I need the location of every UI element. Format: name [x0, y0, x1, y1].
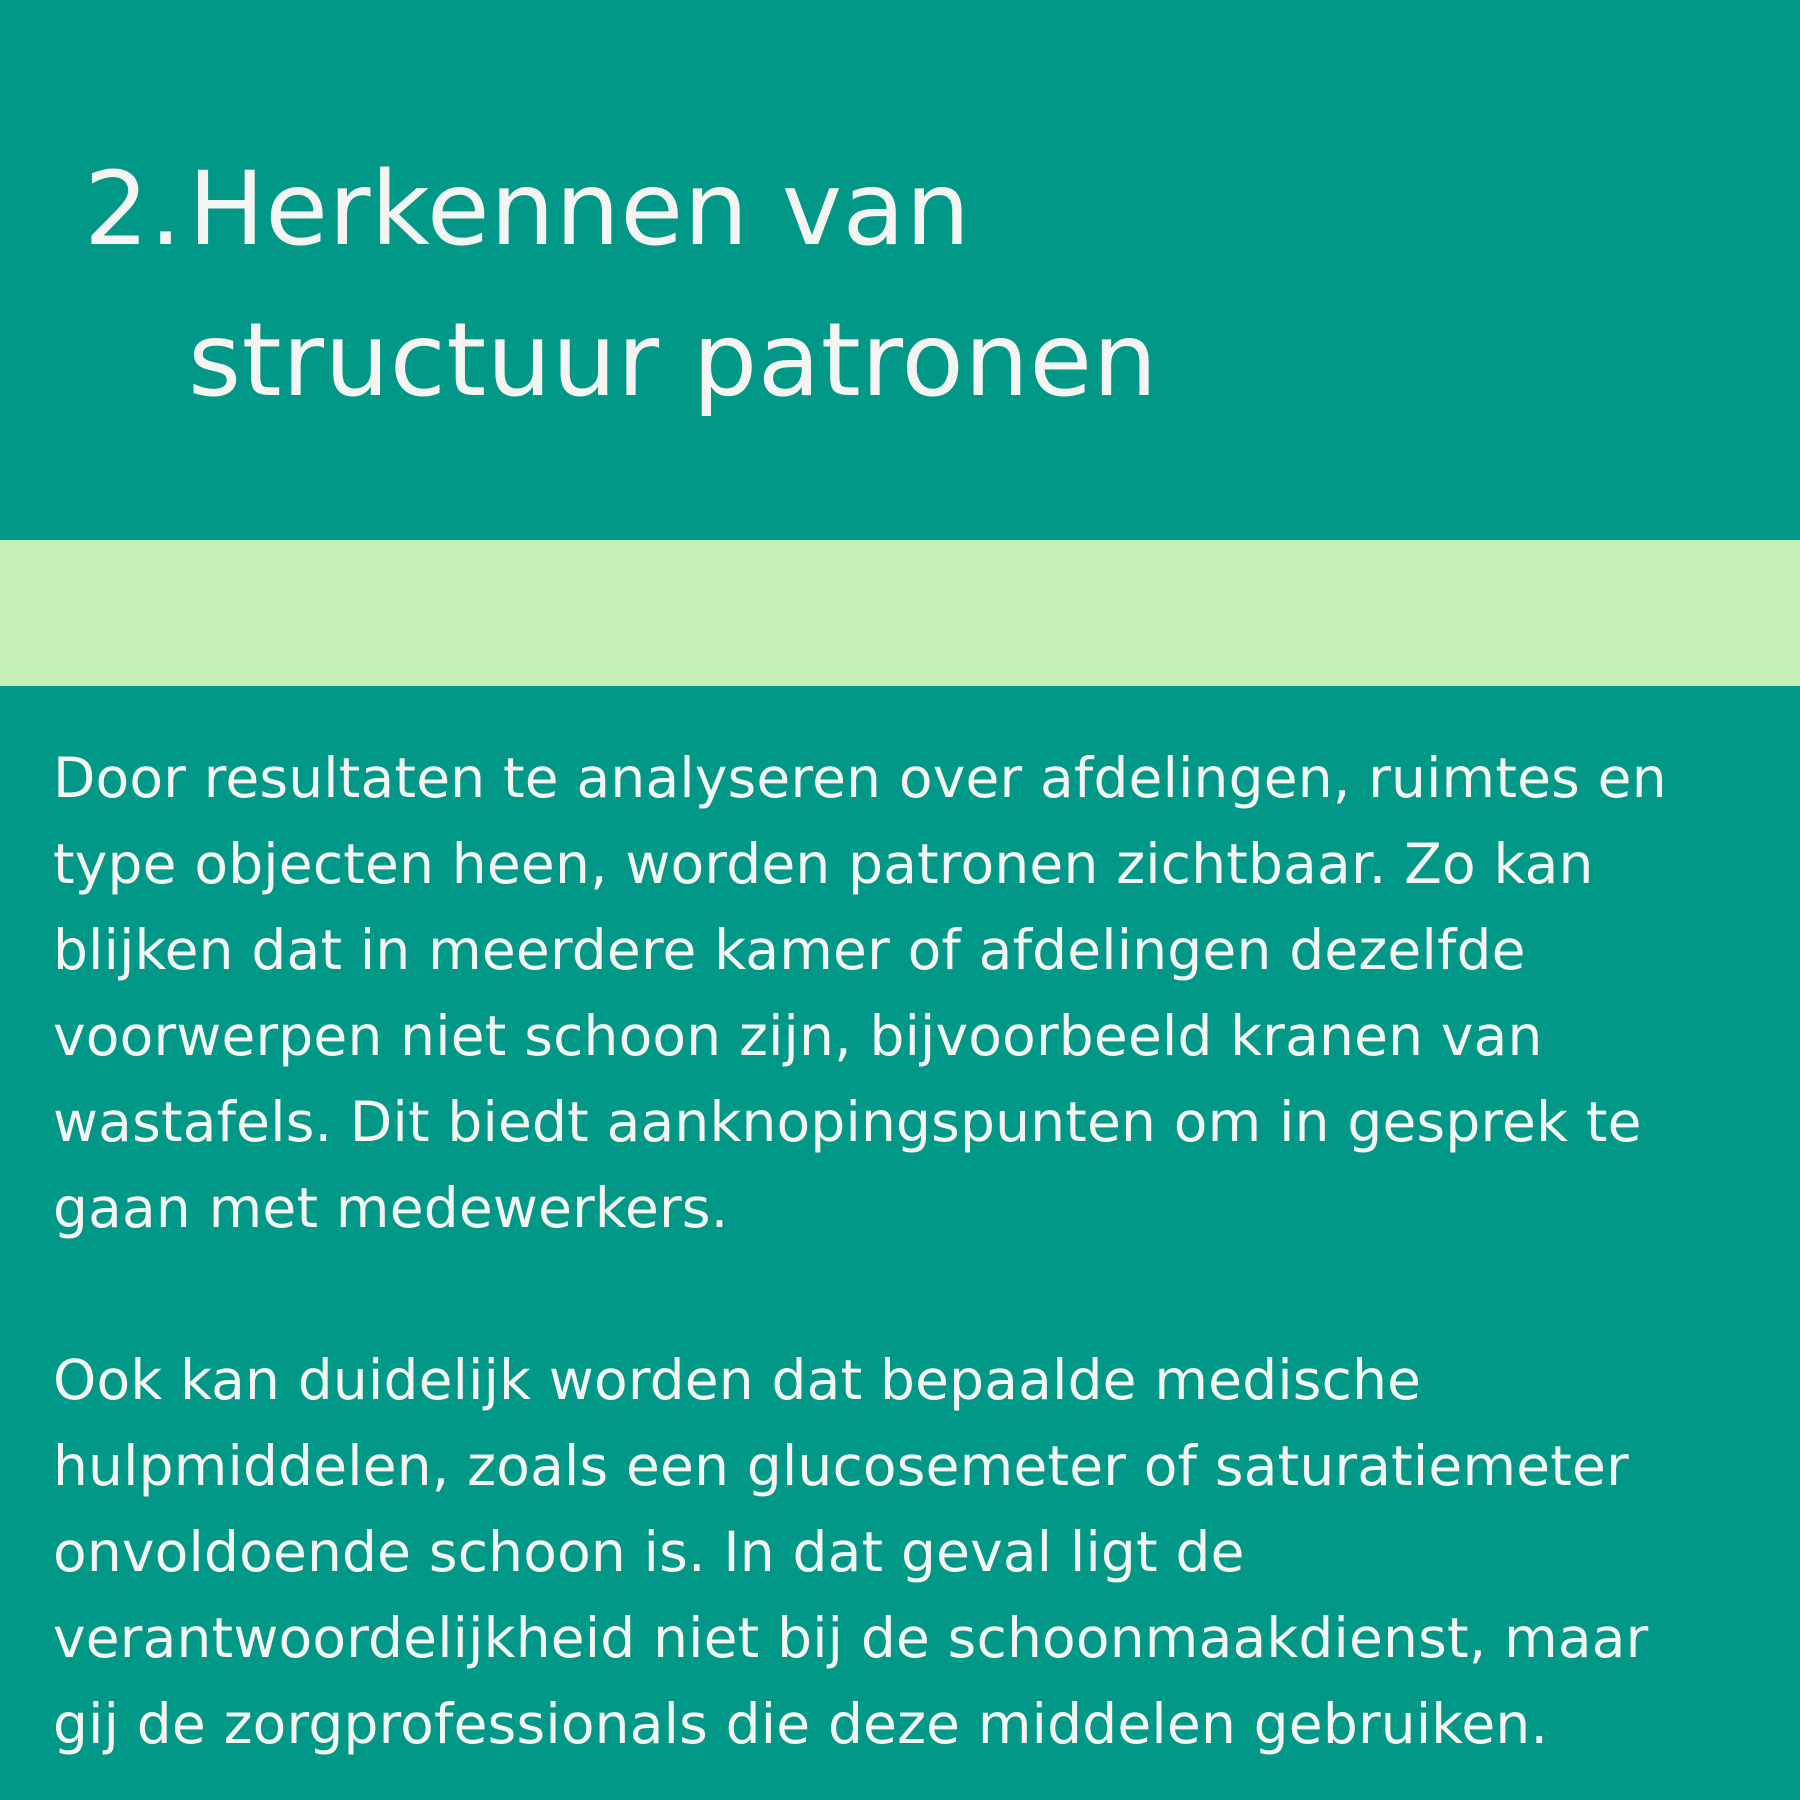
paragraph-medical-devices [53, 1337, 1773, 1767]
body-line: verantwoordelijkheid niet bij de schoonmaakdienst, maar [53, 1606, 1649, 1670]
body-text [53, 735, 1773, 1767]
body-line: hulpmiddelen, zoals een glucosemeter of saturatiemeter [53, 1434, 1629, 1498]
title-section [0, 0, 1800, 540]
body-line: onvoldoende schoon is. In dat geval ligt de [53, 1520, 1245, 1584]
body-line: Door resultaten te analyseren over afdelingen, ruimtes en [53, 746, 1667, 810]
accent-band [0, 540, 1800, 686]
title-line: structuur patronen [188, 301, 1158, 420]
body-line: blijken dat in meerdere kamer of afdelingen dezelfde [53, 918, 1526, 982]
paragraph-patterns [53, 735, 1773, 1251]
title-text [188, 134, 1338, 436]
body-line: gaan met medewerkers. [53, 1176, 729, 1240]
title-line: Herkennen van [188, 150, 971, 269]
section-number: 2. [84, 150, 183, 269]
body-line: type objecten heen, worden patronen zichtbaar. Zo kan [53, 832, 1594, 896]
body-line: voorwerpen niet schoon zijn, bijvoorbeeld kranen van [53, 1004, 1543, 1068]
body-line: gij de zorgprofessionals die deze middelen gebruiken. [53, 1692, 1549, 1756]
page-title [84, 134, 1338, 436]
body-line: Ook kan duidelijk worden dat bepaalde medische [53, 1348, 1422, 1412]
body-line: wastafels. Dit biedt aanknopingspunten om in gesprek te [53, 1090, 1642, 1154]
